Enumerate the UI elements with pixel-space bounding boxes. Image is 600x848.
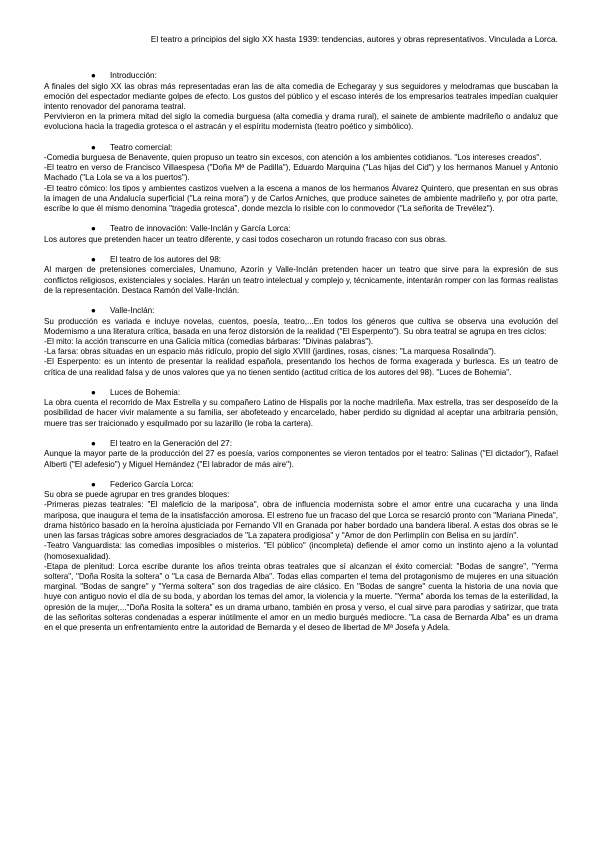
document-title: El teatro a principios del siglo XX hasta 1939: tendencias, autores y obras representativos. Vinculada a Lorca. [150,34,558,44]
section-heading-text: Valle-Inclán: [110,306,155,316]
paragraph: La obra cuenta el recorrido de Max Estrella y su compañero Latino de Hispalis por la noche madrileña. Max estrella, tras ser desposeído de la posibilidad de hacer vivir malamente a su familia, ser abofeteado y encarcelado, haber perdido su dignidad al aceptar una arbitraria pensión, muere tras ser traicionado y esquilmado por su lazarillo (le roba la cartera). [44,398,558,428]
paragraph: Pervivieron en la primera mitad del siglo la comedia burguesa (alta comedia y drama rural), el sainete de ambiente madrileño o andaluz que evoluciona hacia la tragedia grotesca o el astracán y el espíritu modernista (teatro poético y simbólico). [44,112,558,132]
section-heading-text: Teatro comercial: [110,142,173,152]
paragraph: Los autores que pretenden hacer un teatro diferente, y casi todos cosecharon un rotundo fracaso con sus obras. [44,234,448,244]
paragraph: -Primeras piezas teatrales: "El maleficio de la mariposa", obra de influencia modernista sobre el amor entre una cucaracha y una linda mariposa, que inaugura el tema de la insatisfacción amorosa. El estreno fue un fracaso del que Lorca se resarció pronto con "Mariana Pineda", drama histórico basado en la heroína ajusticiada por Fernando VII en Granada por haber bordado una bandera liberal. A estas dos obras se le unen las farsas trágicas sobre amores desgraciados de "La zapatera prodigiosa" y "Amor de don Perlimplín con Belisa en su jardín". [44,500,558,541]
bullet-icon: ● [91,71,96,80]
paragraph: -Etapa de plenitud: Lorca escribe durante los años treinta obras teatrales que sí alcanzan el éxito comercial: "Bodas de sangre", "Yerma soltera", "Doña Rosita la soltera" o "La casa de Bernarda Alba". Todas ellas comparten el tema del protagonismo de mujeres en una situación marginal. "Bodas de sangre" y "Yerma soltera" son dos tragedias de aire clásico. En "Bodas de sangre" cuenta la historia de una novia que huye con antiguo novio el día de su boda, y abordan los temas del amor, la violencia y la muerte. "Yerma" aborda los temas de la esterilidad, la opresión de la mujer,..."Doña Rosita la soltera" es un drama urbano, también en prosa y verso, el cual sirve para parodias y satirizar, que trata de las señoritas solteras condenadas a esperar inútilmente el amor en un medio burgués mediocre. "La casa de Bernarda Alba" es un drama en el que presenta un enfrentamiento entre la autoridad de Bernarda y el deseo de libertad de Mª Josefa y Adela. [44,561,558,632]
paragraph: -El teatro cómico: los tipos y ambientes castizos vuelven a la escena a manos de los hermanos Álvarez Quintero, que presentan en sus obras la imagen de una Andalucía superficial ("La reina mora") y de Carlos Arniches, que produce sainetes de ambiente madrileño y, por otra parte, escribe lo que él mismo denomina "tragedia grotesca", donde mezcla lo risible con lo conmovedor ("La señorita de Trevélez"). [44,183,558,214]
paragraph: Su obra se puede agrupar en tres grandes bloques: [44,490,230,500]
section-heading [44,480,558,491]
section-heading-text: Federico García Lorca: [110,479,194,489]
paragraph: Al margen de pretensiones comerciales, Unamuno, Azorín y Valle-Inclán pretenden hacer un teatro que sirve para la expresión de sus conflictos religiosos, existenciales y sociales. Harán un teatro intelectual y complejo y, técnicamente, intentarán romper con las formas realistas de la representación. Destaca Ramón del Valle-Inclán. [44,265,558,295]
section-heading [44,439,558,450]
document-page [44,34,558,643]
section-teatro-comercial [44,143,558,215]
section-garcia-lorca [44,480,558,633]
bullet-icon: ● [91,254,96,264]
bullet-icon: ● [91,438,96,448]
section-heading-text: Introducción: [110,71,157,80]
bullet-icon: ● [91,387,96,397]
section-valle-inclan [44,306,558,378]
paragraph: -La farsa: obras situadas en un espacio más ridículo, propio del siglo XVIII (jardines, rosas, cisnes: "La marquesa Rosalinda"). [44,347,497,357]
bullet-icon: ● [91,479,96,489]
section-heading-text: El teatro en la Generación del 27: [110,438,232,448]
bullet-icon: ● [91,224,96,234]
section-heading [44,71,558,82]
section-introduccion [44,71,558,133]
paragraph: -El Esperpento: es un intento de presentar la realidad española, presentando los hechos de forma exagerada y burlesca. Es un teatro de crítica de una realidad falsa y de unos valores que ya no tienen sentido (actitud crítica de los autores del 98). "Luces de Bohemia". [44,357,558,377]
section-generacion-27 [44,439,558,470]
section-heading [44,143,558,154]
section-heading-text: El teatro de los autores del 98: [110,254,222,264]
section-teatro-innovacion [44,224,558,245]
paragraph: -Comedia burguesa de Benavente, quien propuso un teatro sin excesos, con atención a los ambientes cotidianos. "Los intereses creados". [44,153,542,163]
section-luces-de-bohemia [44,388,558,429]
paragraph: -Teatro Vanguardista: las comedias imposibles o misterios. "El público" (incompleta) defiende el amor como un instinto ajeno a la voluntad (homosexualidad). [44,541,558,561]
section-autores-98 [44,255,558,296]
section-heading [44,224,558,235]
section-heading [44,255,558,266]
section-heading-text: Teatro de innovación: Valle-Inclán y García Lorca: [110,224,291,234]
paragraph: Aunque la mayor parte de la producción del 27 es poesía, varios componentes se vieron tentados por el teatro: Salinas ("El dictador"), Rafael Alberti ("El adefesio") y Miguel Hernández ("El labrador de más aire"). [44,449,558,469]
section-heading-text: Luces de Bohemia: [110,387,181,397]
paragraph: -El mito: la acción transcurre en una Galicia mítica (comedias bárbaras: "Divinas palabras"). [44,336,374,346]
paragraph: A finales del siglo XX las obras más representadas eran las de alta comedia de Echegaray y sus seguidores y melodramas que buscaban la emoción del espectador mediante golpes de efecto. Los gustos del público y el escaso interés de los empresarios teatrales impedían cualquier intento renovador del panorama teatral. [44,81,558,111]
bullet-icon: ● [91,306,96,316]
section-heading [44,306,558,317]
paragraph: Su producción es variada e incluye novelas, cuentos, poesía, teatro,...En todos los géneros que cultiva se observa una evolución del Modernismo a una literatura crítica, basada en una feroz distorsión de la realidad ("El Esperpento"). Su obra teatral se agrupa en tres ciclos: [44,316,558,336]
section-heading [44,388,558,399]
paragraph: -El teatro en verso de Francisco Villaespesa ("Doña Mª de Padilla"), Eduardo Marquina ("Las hijas del Cid") y los hermanos Manuel y Antonio Machado ("La Lola se va a los puertos"). [44,163,558,183]
bullet-icon: ● [91,142,96,152]
